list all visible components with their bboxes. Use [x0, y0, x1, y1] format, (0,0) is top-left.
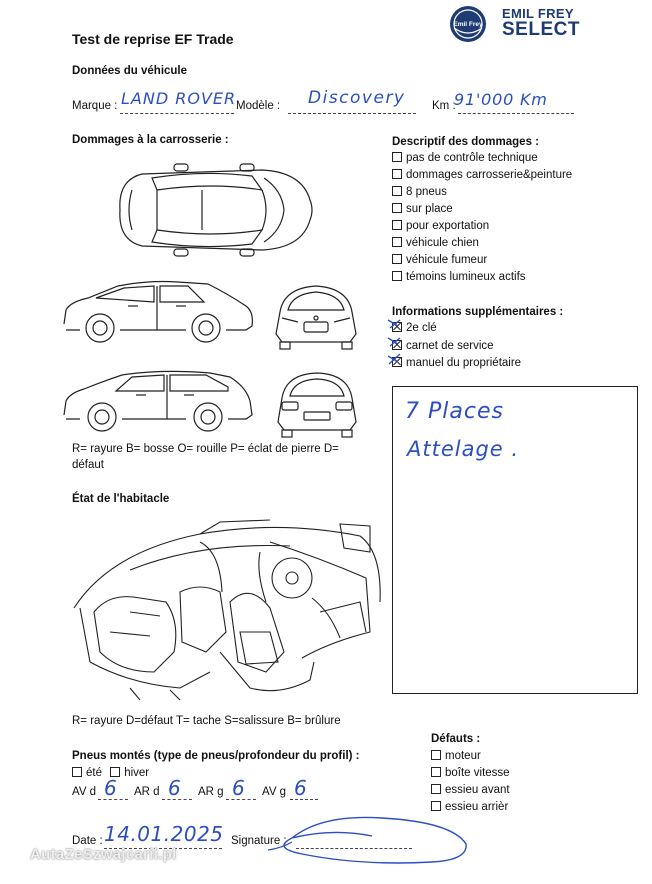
interior-title: État de l'habitacle — [72, 493, 170, 505]
checkbox-label: sur place — [406, 203, 453, 215]
hiver-label: hiver — [124, 767, 150, 779]
checkbox[interactable] — [392, 237, 402, 247]
marque-line — [120, 113, 234, 114]
checkbox-label: véhicule fumeur — [406, 254, 488, 266]
ar-d-field[interactable]: 6 — [168, 776, 181, 800]
marque-field[interactable]: LAND ROVER — [121, 89, 237, 108]
modele-field[interactable]: Discovery — [308, 88, 406, 108]
checkbox-label: 2e clé — [406, 322, 437, 334]
ar-g-field[interactable]: 6 — [232, 776, 245, 800]
defects-item[interactable] — [431, 750, 481, 762]
ar-g-label: AR g — [198, 786, 224, 798]
checkbox-label: essieu avant — [445, 784, 510, 796]
checkbox[interactable] — [431, 767, 441, 777]
ar-d-label: AR d — [134, 786, 160, 798]
emil-frey-logo — [444, 4, 594, 44]
checkbox-label: manuel du propriétaire — [406, 357, 522, 369]
logo-line1: EMIL FREY — [502, 6, 574, 21]
svg-text:Emil Frey: Emil Frey — [453, 21, 483, 28]
notes-line-1: 7 Places — [405, 399, 504, 424]
checkbox[interactable] — [431, 784, 441, 794]
date-label: Date : — [72, 835, 103, 847]
checkbox[interactable] — [431, 750, 441, 760]
tires-title: Pneus montés (type de pneus/profondeur du profil) : — [72, 750, 360, 762]
body-damage-title: Dommages à la carrosserie : — [72, 134, 229, 146]
damage-item[interactable] — [392, 203, 453, 215]
av-d-field[interactable]: 6 — [104, 776, 117, 800]
form-title: Test de reprise EF Trade — [72, 31, 234, 47]
body-damage-legend-2: défaut — [72, 459, 104, 471]
damage-item[interactable] — [392, 220, 489, 232]
checkbox-label: pour exportation — [406, 220, 490, 232]
km-label: Km : — [432, 100, 456, 112]
vehicle-section-title: Données du véhicule — [72, 65, 188, 77]
av-g-field[interactable]: 6 — [294, 776, 307, 800]
damage-item[interactable] — [392, 237, 479, 249]
checkbox[interactable] — [392, 254, 402, 264]
car-interior-icon — [70, 512, 386, 702]
av-g-label: AV g — [262, 786, 287, 798]
damage-item[interactable] — [392, 271, 526, 283]
interior-legend: R= rayure D=défaut T= tache S=salissure B= brûlure — [72, 715, 341, 727]
checkbox[interactable] — [392, 220, 402, 230]
defects-item[interactable] — [431, 784, 510, 796]
extra-info-title: Informations supplémentaires : — [392, 306, 564, 318]
marque-label: Marque : — [72, 100, 118, 112]
damage-item[interactable] — [392, 169, 572, 181]
checkbox-label: témoins lumineux actifs — [406, 271, 526, 283]
defects-item[interactable] — [431, 767, 510, 779]
checkbox-label: moteur — [445, 750, 481, 762]
extra-item[interactable] — [392, 357, 521, 369]
km-line — [458, 113, 574, 114]
checkbox[interactable] — [392, 271, 402, 281]
checkbox[interactable] — [392, 152, 402, 162]
notes-box[interactable] — [392, 386, 638, 694]
checkbox[interactable] — [392, 203, 402, 213]
checkbox[interactable] — [392, 186, 402, 196]
av-d-label: AV d — [72, 786, 97, 798]
checkbox-label: carnet de service — [406, 339, 494, 352]
extra-item[interactable] — [392, 340, 494, 352]
date-field[interactable]: 14.01.2025 — [104, 822, 224, 846]
car-side-left-icon — [58, 276, 258, 348]
modele-line — [288, 113, 416, 114]
logo-line2: SELECT — [502, 19, 580, 40]
checkbox-label: pas de contrôle technique — [406, 152, 538, 164]
damage-desc-title: Descriptif des dommages : — [392, 136, 539, 148]
checkbox-label: véhicule chien — [406, 237, 479, 249]
signature-scribble-icon[interactable] — [262, 808, 472, 870]
signature-label: Signature : — [231, 835, 287, 847]
car-front-view-icon — [270, 282, 362, 350]
ete-label: été — [86, 767, 102, 779]
checkbox[interactable] — [392, 169, 402, 179]
watermark: AutaZeSzwajcarii.pl — [30, 846, 177, 863]
defects-title: Défauts : — [431, 733, 481, 745]
damage-item[interactable] — [392, 152, 538, 164]
checkbox-label: boîte vitesse — [445, 767, 510, 779]
damage-item[interactable] — [392, 186, 447, 198]
car-rear-view-icon — [272, 370, 362, 438]
checkbox-label: dommages carrosserie&peinture — [406, 169, 573, 181]
checkbox-label: 8 pneus — [406, 186, 447, 198]
car-side-right-icon — [60, 365, 258, 437]
handwritten-check-marks-icon — [384, 314, 406, 378]
car-top-view-icon — [112, 160, 317, 260]
damage-item[interactable] — [392, 254, 487, 266]
notes-line-2: Attelage . — [407, 437, 520, 461]
km-field[interactable]: 91'000 Km — [454, 90, 548, 109]
checkbox-label: essieu arrièr — [445, 801, 509, 813]
ete-checkbox[interactable] — [72, 767, 82, 777]
modele-label: Modèle : — [236, 100, 281, 112]
body-damage-legend-1: R= rayure B= bosse O= rouille P= éclat de pierre D= — [72, 443, 339, 455]
